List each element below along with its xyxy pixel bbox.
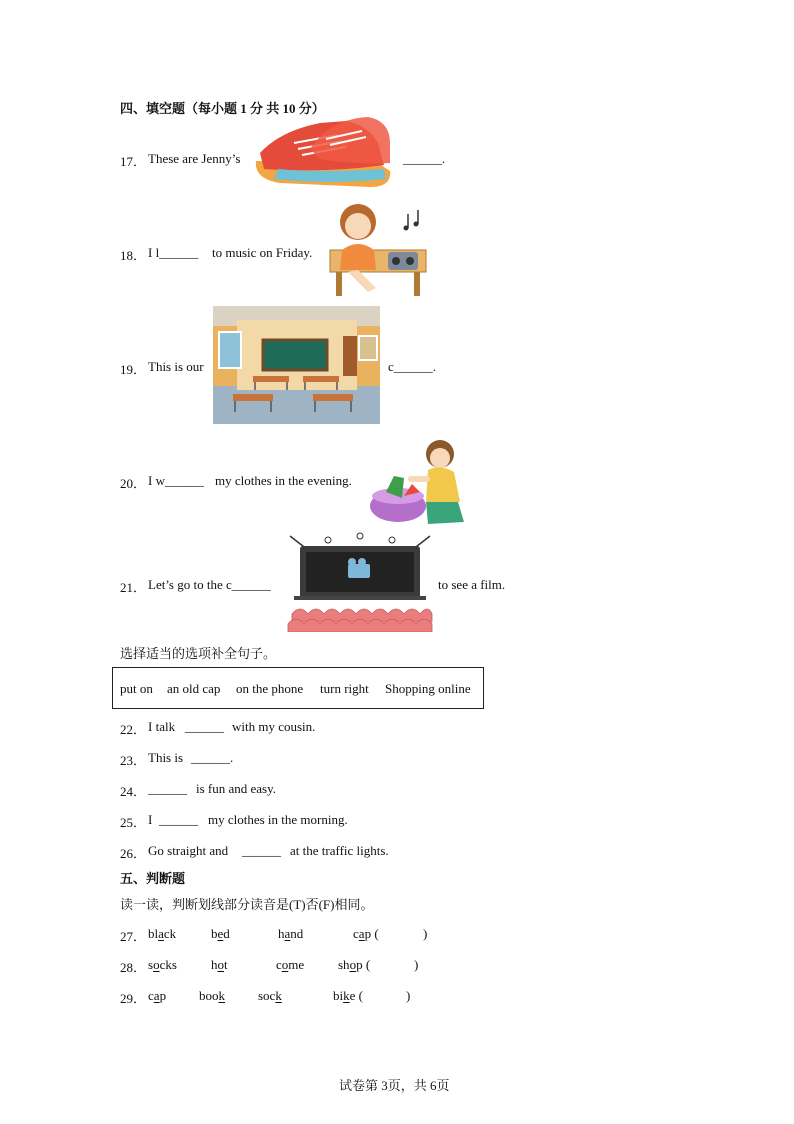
choose-instruction: 选择适当的选项补全句子。 [120,646,277,661]
section4-heading: 四、填空题（每小题 1 分 共 10 分） [120,101,325,116]
q29-word3: sock [258,988,282,1003]
q27-answer-close: ) [423,926,428,941]
q24-text-b: is fun and easy. [196,781,277,796]
q23-number: 23． [120,753,147,768]
q26-number: 26． [120,846,147,861]
q17-blank: ______. [403,151,446,166]
q21-text-after: to see a film. [438,577,506,592]
q24-number: 24． [120,784,147,799]
girl-washing-clothes-image [368,432,468,528]
q29-word2: book [199,988,225,1003]
q19-blank: c______. [388,359,437,374]
q28-word4: shop ( [338,957,371,972]
q27-number: 27． [120,929,147,944]
q18-text-after: to music on Friday. [212,245,313,260]
q20-text-before: I w______ [148,473,204,488]
q28-word2: hot [211,957,228,972]
section5-heading: 五、判断题 [120,871,186,886]
sneakers-image [250,113,396,193]
classroom-image [213,306,380,424]
q27-word3: hand [278,926,304,941]
q25-text-a: I [148,812,153,827]
q26-text-b: at the traffic lights. [290,843,389,858]
q28-word1: socks [148,957,177,972]
option-turn-right: turn right [320,681,369,696]
q17-text: These are Jenny’s [148,151,241,166]
q29-answer-close: ) [406,988,411,1003]
option-put-on: put on [120,681,153,696]
section5-instruction: 读一读，判断划线部分读音是(T)否(F)相同。 [120,897,374,912]
q21-text-before: Let’s go to the c______ [148,577,271,592]
cinema-image [286,532,434,632]
q26-text-a: Go straight and [148,843,229,858]
q27-word1: black [148,926,177,941]
q25-blank: ______ [159,812,198,827]
q17-number: 17． [120,154,147,169]
options-box [112,667,484,709]
q22-blank: ______ [185,719,224,734]
q20-number: 20． [120,476,147,491]
q24-blank: ______ [148,781,187,796]
q22-number: 22． [120,722,147,737]
q29-word4: bike ( [333,988,363,1003]
q29-word1: cap [148,988,167,1003]
q23-text-a: This is [148,750,184,765]
option-an-old-cap: an old cap [167,681,221,696]
q18-number: 18． [120,248,147,263]
q22-text-a: I talk [148,719,176,734]
q19-number: 19． [120,362,147,377]
option-on-the-phone: on the phone [236,681,304,696]
q23-blank: ______. [191,750,234,765]
q28-number: 28． [120,960,147,975]
q29-number: 29． [120,991,147,1006]
q25-number: 25． [120,815,147,830]
q22-text-b: with my cousin. [232,719,316,734]
page-footer: 试卷第 3页，共 6页 [339,1078,450,1093]
q28-word3: come [276,957,305,972]
q27-word2: bed [211,926,230,941]
q25-text-b: my clothes in the morning. [208,812,348,827]
q18-text-before: I l______ [148,245,199,260]
q21-number: 21． [120,580,147,595]
girl-listening-music-image [328,200,432,300]
q27-word4: cap ( [353,926,379,941]
q26-blank: ______ [242,843,281,858]
option-shopping-online: Shopping online [385,681,471,696]
q20-text-after: my clothes in the evening. [215,473,352,488]
q28-answer-close: ) [414,957,419,972]
q19-text: This is our [148,359,204,374]
